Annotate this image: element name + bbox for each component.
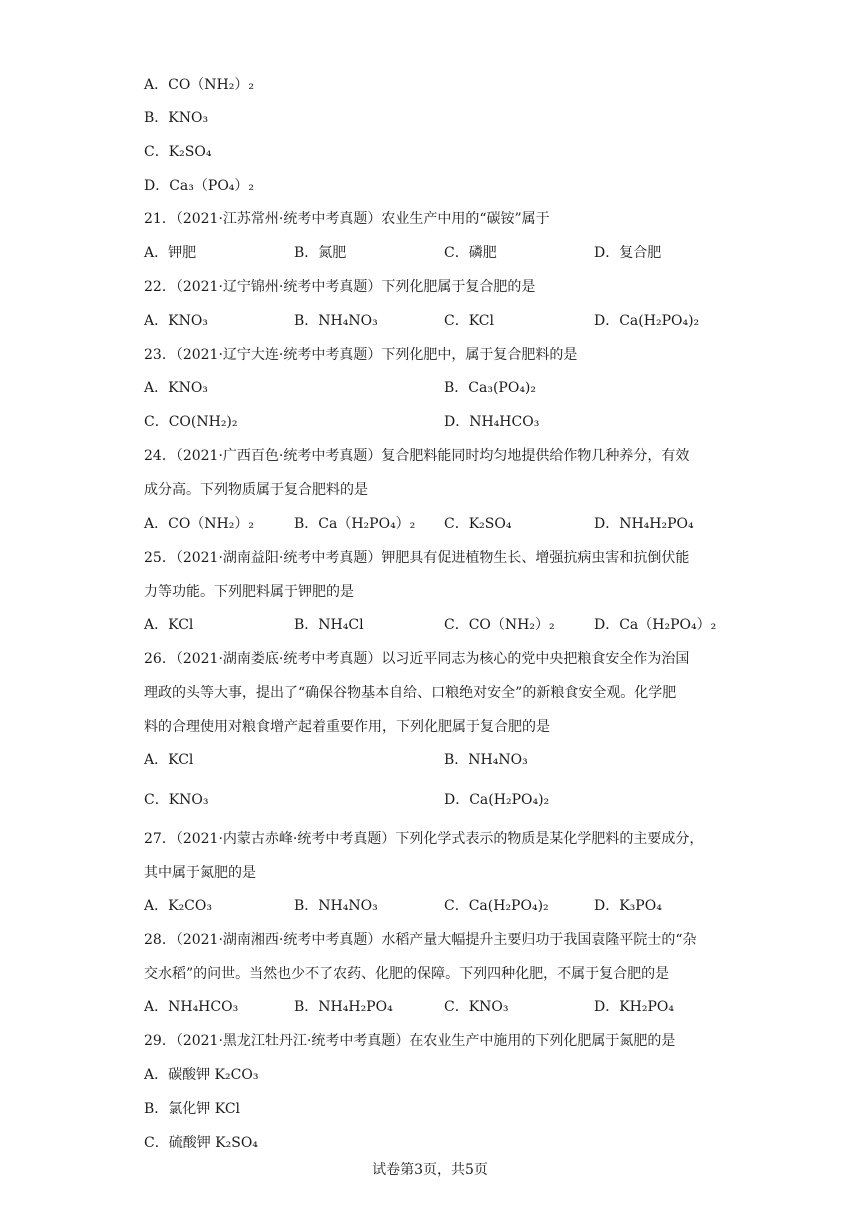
q28-option-d: D．KH₂PO₄ [594, 999, 675, 1015]
q23-option-b: B．Ca₃(PO₄)₂ [444, 380, 537, 396]
question-24-stem-line2: 成分高。下列物质属于复合肥料的是 [144, 482, 368, 498]
q26-option-c: C．KNO₃ [144, 792, 209, 808]
q28-option-a: A．NH₄HCO₃ [144, 999, 239, 1015]
q21-option-d: D．复合肥 [594, 245, 662, 261]
q29-option-b: B．氯化钾 KCl [144, 1101, 241, 1117]
question-21-stem: 21．（2021·江苏常州·统考中考真题）农业生产中用的“碳铵”属于 [144, 211, 550, 227]
q21-option-b: B．氮肥 [294, 245, 347, 261]
q28-option-c: C．KNO₃ [444, 999, 509, 1015]
q22-option-a: A．KNO₃ [144, 313, 208, 329]
q25-option-c: C．CO（NH₂）₂ [444, 617, 555, 633]
q25-option-d: D．Ca（H₂PO₄）₂ [594, 617, 717, 633]
question-23-stem: 23．（2021·辽宁大连·统考中考真题）下列化肥中，属于复合肥料的是 [144, 347, 578, 363]
question-27-stem-line1: 27．（2021·内蒙古赤峰·统考中考真题）下列化学式表示的物质是某化学肥料的主要成分， [144, 831, 704, 847]
question-27-stem-line2: 其中属于氮肥的是 [144, 865, 256, 881]
question-28-stem-line1: 28．（2021·湖南湘西·统考中考真题）水稻产量大幅提升主要归功于我国袁隆平院士的“杂 [144, 932, 697, 948]
q23-option-c: C．CO(NH₂)₂ [144, 414, 238, 430]
q26-option-a: A．KCl [144, 752, 194, 768]
q24-option-d: D．NH₄H₂PO₄ [594, 516, 694, 532]
q27-option-d: D．K₃PO₄ [594, 898, 662, 914]
q21-option-c: C．磷肥 [444, 245, 497, 261]
question-26-stem-line2: 理政的头等大事，提出了“确保谷物基本自给、口粮绝对安全”的新粮食安全观。化学肥 [144, 685, 677, 701]
option-d: D．Ca₃（PO₄）₂ [144, 178, 255, 194]
q23-option-d: D．NH₄HCO₃ [444, 414, 540, 430]
question-26-stem-line1: 26．（2021·湖南娄底·统考中考真题）以习近平同志为核心的党中央把粮食安全作为治国 [144, 651, 690, 667]
q28-option-b: B．NH₄H₂PO₄ [294, 999, 393, 1015]
question-24-stem-line1: 24．（2021·广西百色·统考中考真题）复合肥料能同时均匀地提供给作物几种养分，有效 [144, 448, 690, 464]
option-b: B．KNO₃ [144, 110, 209, 126]
q26-option-d: D．Ca(H₂PO₄)₂ [444, 792, 550, 808]
q23-option-a: A．KNO₃ [144, 380, 208, 396]
question-28-stem-line2: 交水稻”的问世。当然也少不了农药、化肥的保障。下列四种化肥，不属于复合肥的是 [144, 966, 670, 982]
option-c: C．K₂SO₄ [144, 144, 212, 160]
q22-option-c: C．KCl [444, 313, 494, 329]
q25-option-a: A．KCl [144, 617, 194, 633]
q24-option-a: A．CO（NH₂）₂ [144, 516, 254, 532]
q25-option-b: B．NH₄Cl [294, 617, 364, 633]
question-25-stem-line2: 力等功能。下列肥料属于钾肥的是 [144, 584, 354, 600]
q24-option-c: C．K₂SO₄ [444, 516, 512, 532]
q27-option-b: B．NH₄NO₃ [294, 898, 378, 914]
q29-option-a: A．碳酸钾 K₂CO₃ [144, 1067, 259, 1083]
question-25-stem-line1: 25．（2021·湖南益阳·统考中考真题）钾肥具有促进植物生长、增强抗病虫害和抗倒伏能 [144, 550, 690, 566]
q27-option-c: C．Ca(H₂PO₄)₂ [444, 898, 549, 914]
q21-option-a: A．钾肥 [144, 245, 197, 261]
question-22-stem: 22．（2021·辽宁锦州·统考中考真题）下列化肥属于复合肥的是 [144, 279, 536, 295]
q27-option-a: A．K₂CO₃ [144, 898, 212, 914]
q26-option-b: B．NH₄NO₃ [444, 752, 528, 768]
question-26-stem-line3: 料的合理使用对粮食增产起着重要作用，下列化肥属于复合肥的是 [144, 719, 550, 735]
question-29-stem: 29．（2021·黑龙江牡丹江·统考中考真题）在农业生产中施用的下列化肥属于氮肥的是 [144, 1033, 676, 1049]
q24-option-b: B．Ca（H₂PO₄）₂ [294, 516, 416, 532]
q22-option-d: D．Ca(H₂PO₄)₂ [594, 313, 700, 329]
page-footer: 试卷第3页，共5页 [372, 1162, 488, 1178]
q22-option-b: B．NH₄NO₃ [294, 313, 378, 329]
q29-option-c: C．硫酸钾 K₂SO₄ [144, 1135, 258, 1151]
option-a: A．CO（NH₂）₂ [144, 77, 254, 93]
